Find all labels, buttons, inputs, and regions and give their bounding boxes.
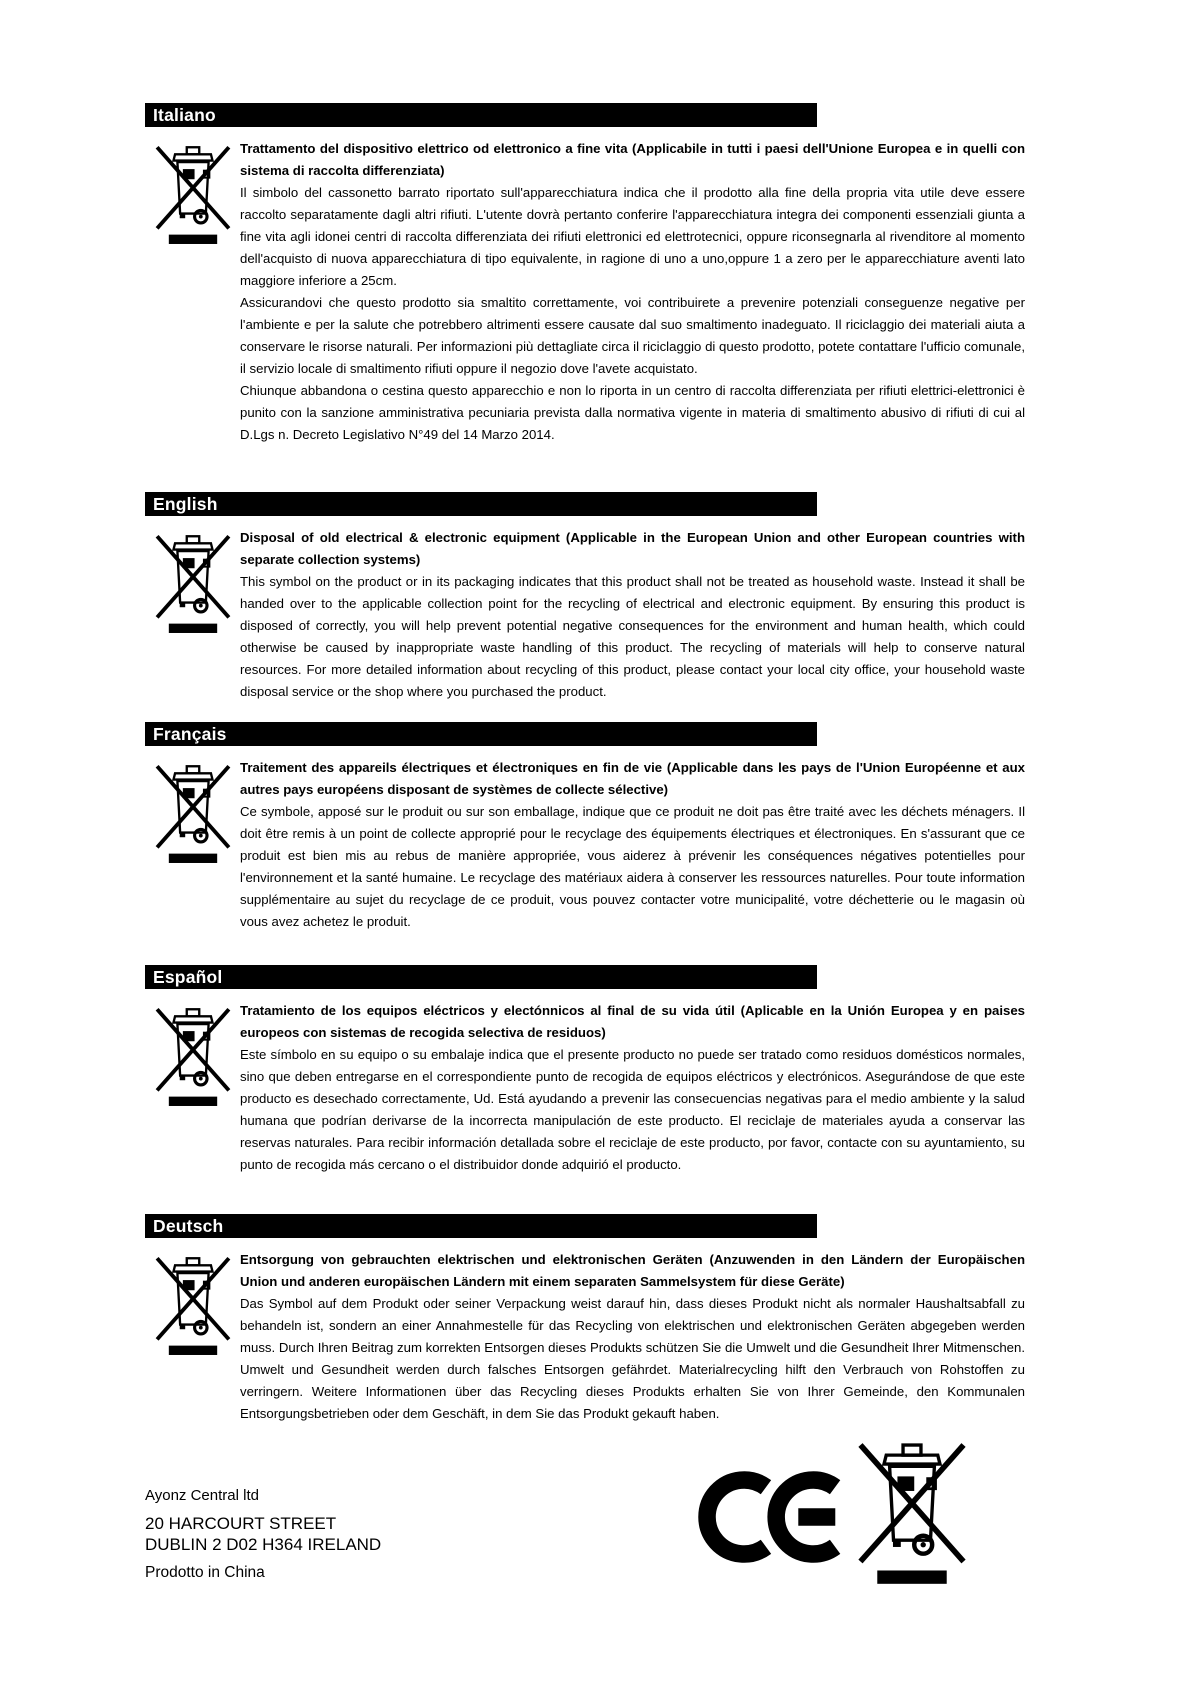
section-espanol	[145, 965, 1025, 1176]
address-city: DUBLIN 2 D02 H364 IRELAND	[145, 1535, 382, 1554]
weee-bin-icon	[145, 138, 240, 446]
section-body-italiano	[145, 138, 1025, 446]
section-heading-espanol: Tratamiento de los equipos eléctricos y electónnicos al final de su vida útil (Aplicable en la Unión Europea y en paises europeos con sistemas de recogida selectiva de residuos)	[240, 1003, 1025, 1040]
language-header-bar-deutsch	[145, 1214, 817, 1238]
section-english	[145, 492, 1025, 703]
section-body-espanol	[145, 1000, 1025, 1176]
weee-bin-icon	[145, 1000, 240, 1176]
section-deutsch	[145, 1214, 1025, 1425]
section-text-italiano	[240, 138, 1025, 446]
section-italiano	[145, 103, 1025, 446]
language-header-bar-espanol	[145, 965, 817, 989]
section-text-espanol	[240, 1000, 1025, 1176]
language-label-francais: Français	[153, 724, 227, 744]
section-paragraph: Il simbolo del cassonetto barrato riportato sull'apparecchiatura indica che il prodotto alla fine della propria vita utile deve essere raccolto separatamente dagli altri rifiuti. L'utente dovrà pertanto conferire l'apparecchiatura integra dei componenti essenziali giunta a fine vita agli idonei centri di raccolta differenziata dei rifiuti elettronici ed elettrotecnici, oppure riconsegnarla al rivenditore al momento dell'acquisto di nuova apparecchiatura di tipo equivalente, in ragione di uno a uno,oppure 1 a zero per le apparecchiature aventi lato maggiore inferiore a 25cm.	[240, 185, 1025, 288]
section-paragraph: Das Symbol auf dem Produkt oder seiner Verpackung weist darauf hin, dass dieses Produkt nicht als normaler Haushaltsabfall zu behandeln ist, sondern an einer Annahmestelle für das Recycling von elektrischen und elektronischen Geräten abgegeben werden muss. Durch Ihren Beitrag zum korrekten Entsorgen dieses Produkts schützen Sie die Umwelt und die Gesundheit Ihrer Mitmenschen. Umwelt und Gesundheit werden durch falsches Entsorgen gefährdet. Materialrecycling hilft den Verbrauch von Rohstoffen zu verringern. Weitere Informationen über das Recycling dieses Produkts erhalten Sie von Ihrer Gemeinde, den Kommunalen Entsorgungsbetrieben oder dem Geschäft, in dem Sie das Produkt gekauft haben.	[240, 1296, 1025, 1421]
language-label-deutsch: Deutsch	[153, 1216, 224, 1236]
section-heading-francais: Traitement des appareils électriques et électroniques en fin de vie (Applicable dans les pays de l'Union Européenne et aux autres pays européens disposant de systèmes de collecte sélective)	[240, 760, 1025, 797]
language-label-english: English	[153, 494, 218, 514]
language-header-bar-italiano	[145, 103, 817, 127]
weee-bin-icon	[145, 757, 240, 933]
section-paragraph: Este símbolo en su equipo o su embalaje indica que el presente producto no puede ser tratado como residuos domésticos normales, sino que deben entregarse en el correspondiente punto de recogida de equipos eléctricos y electrónicos. Asegurándose de que este producto es desechado correctamente, Ud. Está ayudando a prevenir las consecuencias negativas para el medio ambiente y la salud humana que podrían derivarse de la incorrecta manipulación de este producto. El reciclaje de materiales ayuda a conservar las reservas naturales. Para recibir información detallada sobre el reciclaje de este producto, por favor, contacte con su ayuntamiento, su punto de recogida más cercano o el distribuidor donde adquirió el producto.	[240, 1047, 1025, 1172]
weee-bin-icon	[145, 1249, 240, 1425]
country-of-origin: Prodotto in China	[145, 1564, 265, 1581]
language-header-bar-english	[145, 492, 817, 516]
section-paragraph: This symbol on the product or in its packaging indicates that this product shall not be treated as household waste. Instead it shall be handed over to the applicable collection point for the recycling of electrical and electronic equipment. By ensuring this product is disposed of correctly, you will help prevent potential negative consequences for the environment and human health, which could otherwise be caused by inappropriate waste handling of this product. The recycling of materials will help to conserve natural resources. For more detailed information about recycling of this product, please contact your local city office, your household waste disposal service or the shop where you purchased the product.	[240, 574, 1025, 699]
language-header-bar-francais	[145, 722, 817, 746]
section-francais	[145, 722, 1025, 933]
section-heading-deutsch: Entsorgung von gebrauchten elektrischen und elektronischen Geräten (Anzuwenden in den Ländern der Europäischen Union und anderen europäischen Ländern mit einem separaten Sammelsystem für diese Geräte)	[240, 1252, 1025, 1289]
company-name: Ayonz Central ltd	[145, 1487, 259, 1504]
section-body-francais	[145, 757, 1025, 933]
language-label-italiano: Italiano	[153, 105, 216, 125]
section-text-english	[240, 527, 1025, 703]
section-paragraph: Chiunque abbandona o cestina questo apparecchio e non lo riporta in un centro di raccolta differenziata per rifiuti elettrici-elettronici è punito con la sanzione amministrativa pecuniaria prevista dalla normativa vigente in materia di smaltimento abusivo di rifiuti di cui al D.Lgs n. Decreto Legislativo N°49 del 14 Marzo 2014.	[240, 383, 1025, 442]
section-paragraph: Ce symbole, apposé sur le produit ou sur son emballage, indique que ce produit ne doit pas être traité avec les déchets ménagers. Il doit être remis à un point de collecte approprié pour le recyclage des équipements électriques et électroniques. En s'assurant que ce produit est bien mis au rebus de manière appropriée, vous aiderez à prévenir les conséquences négatives potentielles pour l'environnement et la santé humaine. Le recyclage des matériaux aidera à conserver les ressources naturelles. Pour toute information supplémentaire au sujet du recyclage de ce produit, vous pouvez contacter votre municipalité, votre déchetterie ou le magasin où vous avez achetez le produit.	[240, 804, 1025, 929]
section-heading-italiano: Trattamento del dispositivo elettrico od elettronico a fine vita (Applicabile in tutti i paesi dell'Unione Europea e in quelli con sistema di raccolta differenziata)	[240, 141, 1025, 178]
language-label-espanol: Español	[153, 967, 223, 987]
section-text-francais	[240, 757, 1025, 933]
section-body-deutsch	[145, 1249, 1025, 1425]
section-paragraph: Assicurandovi che questo prodotto sia smaltito correttamente, voi contribuirete a prevenire potenziali conseguenze negative per l'ambiente e per la salute che potrebbero altrimenti essere causate dal suo smaltimento inadeguato. Il riciclaggio dei materiali aiuta a conservare le risorse naturali. Per informazioni più dettagliate circa il riciclaggio di questo prodotto, potete contattare l'ufficio comunale, il servizio locale di smaltimento rifiuti oppure il negozio dove l'avete acquistato.	[240, 295, 1025, 376]
weee-bin-icon	[145, 527, 240, 703]
section-heading-english: Disposal of old electrical & electronic equipment (Applicable in the European Union and other European countries with separate collection systems)	[240, 530, 1025, 567]
ce-mark-icon	[698, 1468, 846, 1571]
address-street: 20 HARCOURT STREET	[145, 1514, 337, 1533]
section-text-deutsch	[240, 1249, 1025, 1425]
manufacturer-address-block	[145, 1487, 381, 1582]
section-body-english	[145, 527, 1025, 703]
weee-bin-icon-large	[856, 1436, 968, 1589]
